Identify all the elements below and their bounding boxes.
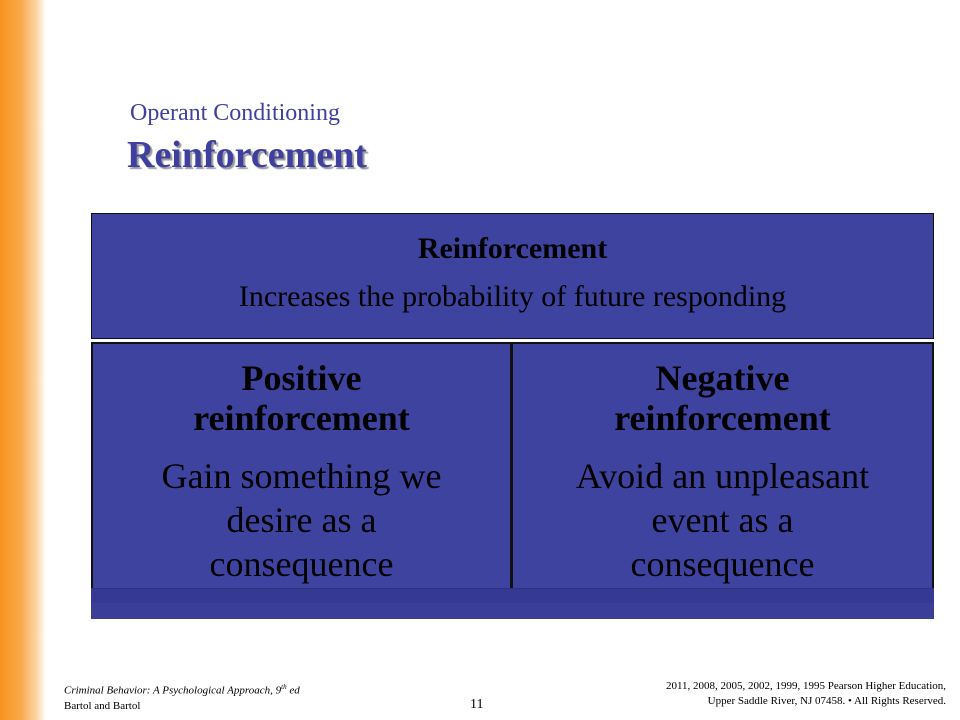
panel-description-line: consequence [630,544,815,584]
negative-reinforcement-panel [512,342,934,588]
page-number: 11 [470,697,484,712]
orange-side-bar [0,0,46,720]
book-citation [64,680,300,714]
book-title-text: Criminal Behavior: A Psychological Approach, 9 [64,684,282,697]
panel-description-line: event as a [651,500,794,540]
panel-description [513,454,932,586]
panel-description [93,454,510,586]
panel-description-line: consequence [209,544,394,584]
panel-description-line: Avoid an unpleasant [575,456,870,496]
copyright-line: Upper Saddle River, NJ 07458. • All Rights Reserved. [707,695,946,707]
definition-text: Increases the probability of future responding [238,280,787,313]
definition-heading: Reinforcement [417,232,608,265]
panel-bottom-band [91,588,934,619]
book-authors: Bartol and Bartol [64,699,141,712]
panel-heading-line: Positive [241,358,362,398]
panel-heading-line: reinforcement [193,398,410,438]
positive-reinforcement-panel [91,342,512,588]
slide-subtitle: Operant Conditioning [130,100,340,126]
panel-description-line: Gain something we [161,456,442,496]
reinforcement-types-container [91,342,934,618]
panel-heading-line: reinforcement [614,398,831,438]
copyright-line: 2011, 2008, 2005, 2002, 1999, 1995 Pearson Higher Education, [665,680,946,692]
panel-description-line: desire as a [226,500,377,540]
panel-heading [93,358,510,438]
slide-title: Reinforcement [127,134,367,176]
edition-suffix: ed [286,684,300,697]
panel-heading [513,358,932,438]
book-title [64,680,300,699]
band-shade [91,589,934,603]
panel-heading-line: Negative [655,358,790,398]
edition-superscript: th [281,683,287,691]
copyright-notice [666,679,946,709]
reinforcement-definition-box [91,213,934,339]
